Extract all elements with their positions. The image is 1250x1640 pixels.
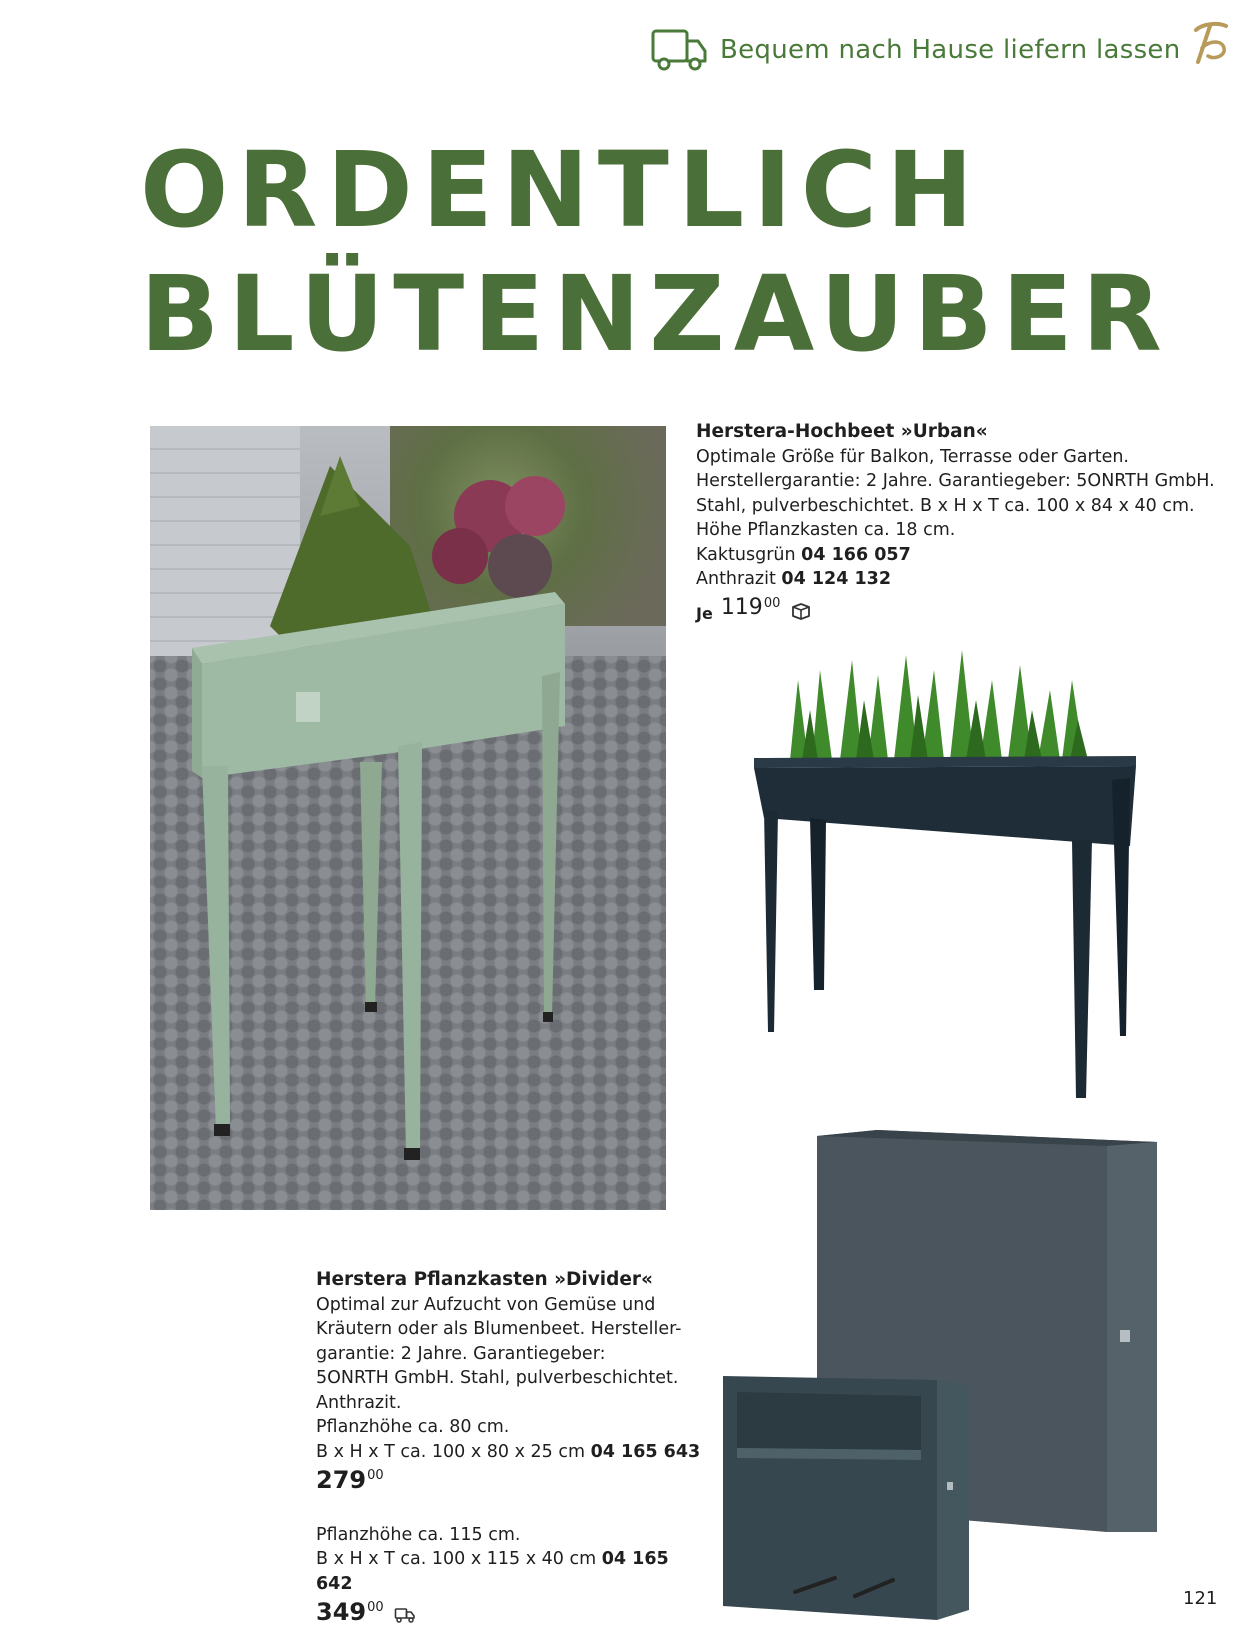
variant-color-label: Anthrazit (696, 569, 776, 589)
truck-icon (650, 27, 708, 73)
parcel-icon (790, 602, 812, 620)
product-urban-variant-green (696, 543, 1216, 568)
headline-line-1: ORDENTLICH (140, 129, 983, 251)
article-number: 04 165 642 (316, 1549, 669, 1594)
price-main: 349 (316, 1598, 367, 1626)
product-urban-title: Herstera-Hochbeet »Urban« (696, 421, 988, 442)
size-80-price (316, 1468, 706, 1493)
product-divider-desc-3: garantie: 2 Jahre. Garantiegeber: (316, 1343, 606, 1364)
size-115-price (316, 1600, 706, 1625)
product-photo-urban-green (150, 426, 666, 1210)
size-115-height: Pflanzhöhe ca. 115 cm. (316, 1524, 521, 1545)
price-cents: 00 (763, 595, 781, 611)
product-divider-desc-2: Kräutern oder als Blumenbeet. Hersteller- (316, 1319, 682, 1339)
truck-icon (394, 1606, 416, 1624)
dims-label: B x H x T ca. 100 x 80 x 25 cm (316, 1441, 585, 1462)
product-divider-info (316, 1268, 706, 1625)
product-urban-desc-4: Höhe Pflanzkasten ca. 18 cm. (696, 520, 956, 540)
green-planter-illustration (150, 426, 666, 1210)
price-main: 279 (316, 1466, 367, 1494)
size-115-dims (316, 1547, 706, 1596)
size-80-height: Pflanzhöhe ca. 80 cm. (316, 1417, 510, 1437)
dims-label: B x H x T ca. 100 x 115 x 40 cm (316, 1549, 597, 1569)
delivery-text: Bequem nach Hause liefern lassen (720, 35, 1181, 65)
product-divider-title: Herstera Pflanzkasten »Divider« (316, 1269, 654, 1290)
size-80-dims (316, 1440, 706, 1465)
product-urban-desc-1: Optimale Größe für Balkon, Terrasse oder Garten. (696, 446, 1129, 467)
product-urban-info (696, 420, 1216, 626)
product-urban-price (696, 596, 1216, 627)
product-photo-urban-anthracite (750, 640, 1150, 1100)
product-photo-divider (715, 1120, 1175, 1620)
tchibo-logo (1188, 18, 1232, 66)
headline-line-2: BLÜTENZAUBER (140, 253, 1171, 375)
variant-color-label: Kaktusgrün (696, 544, 796, 565)
product-urban-desc-3: Stahl, pulverbeschichtet. B x H x T ca. 100 x 84 x 40 cm. (696, 495, 1195, 516)
price-prefix: Je (696, 603, 713, 623)
product-divider-desc-4: 5ONRTH GmbH. Stahl, pulverbeschichtet. (316, 1368, 679, 1388)
article-number: 04 165 643 (590, 1441, 701, 1462)
delivery-banner (650, 22, 1181, 78)
product-urban-desc-2: Herstellergarantie: 2 Jahre. Garantiegeber: 5ONRTH GmbH. (696, 471, 1215, 491)
product-divider-desc-5: Anthrazit. (316, 1392, 402, 1413)
page-headline (140, 128, 1171, 376)
price-cents: 00 (367, 1468, 384, 1483)
product-urban-variant-anthracite (696, 567, 1216, 592)
article-number: 04 124 132 (781, 569, 892, 589)
page-number: 121 (1183, 1588, 1218, 1609)
product-divider-desc-1: Optimal zur Aufzucht von Gemüse und (316, 1294, 656, 1315)
price-cents: 00 (367, 1600, 384, 1615)
spacer (316, 1493, 706, 1523)
price-main: 119 (720, 594, 763, 620)
article-number: 04 166 057 (801, 544, 911, 565)
